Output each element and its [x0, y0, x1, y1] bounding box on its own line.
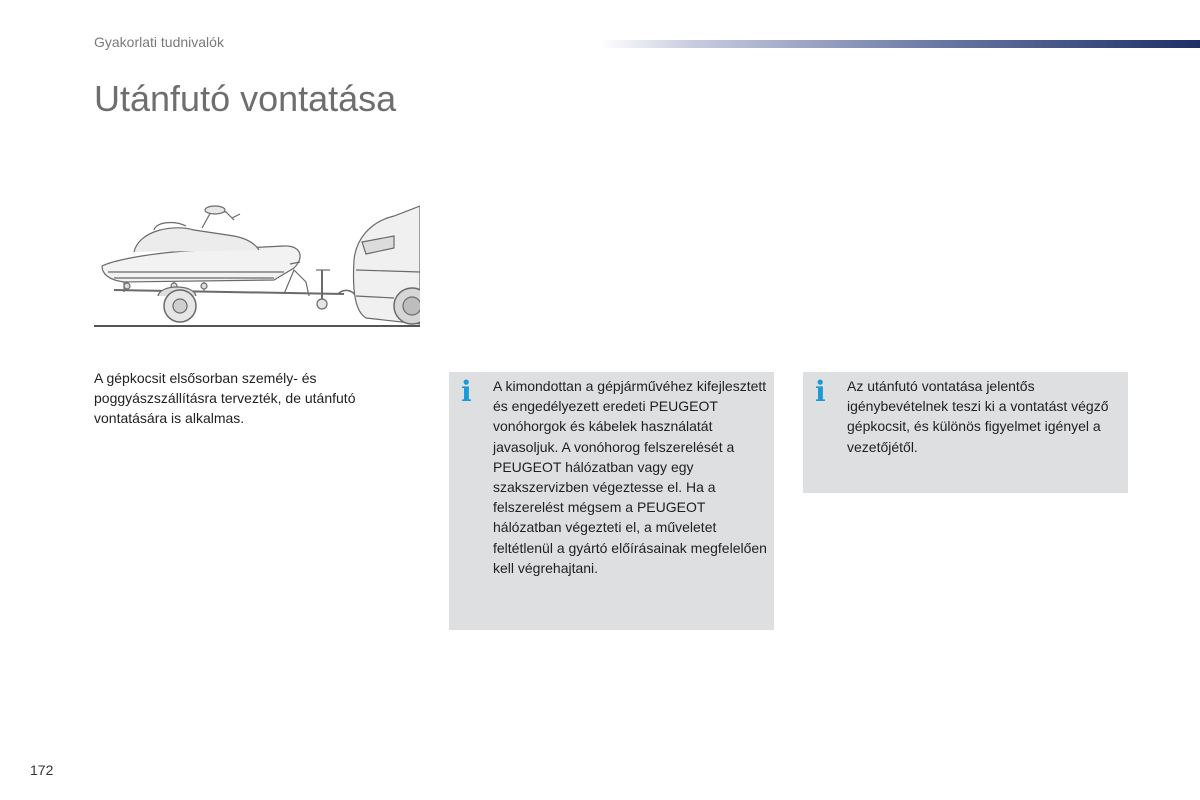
intro-paragraph: A gépkocsit elsősorban személy- és poggyászszállításra tervezték, de utánfutó vontatására is alkalmas.: [94, 370, 356, 426]
header-gradient-bar: [600, 40, 1200, 48]
info-box-text: A kimondottan a gépjárművéhez kifejlesztett és engedélyezett eredeti PEUGEOT vonóhorgok és kábelek használatát javasoljuk. A vonóhorog felszerelését a PEUGEOT hálózatban vagy egy szakszervizben végeztesse el. Ha a felszerelést mégsem a PEUGEOT hálózatban végezteti el, a műveletet feltétlenül a gyártó előírásainak megfelelően kell végrehajtani.: [493, 378, 767, 576]
car-towing-jetski-trailer-illustration: [94, 200, 420, 330]
info-box-towing-strain: [803, 372, 1128, 493]
info-icon: i: [461, 375, 472, 408]
info-icon: i: [815, 375, 826, 408]
section-label: Gyakorlati tudnivalók: [94, 34, 224, 50]
page-title: Utánfutó vontatása: [94, 78, 397, 119]
info-box-text: Az utánfutó vontatása jelentős igénybevételnek teszi ki a vontatást végző gépkocsit, és különös figyelmet igényel a vezetőjétől.: [847, 378, 1109, 455]
info-box-hitch-recommendation: [449, 372, 774, 630]
page-number: 172: [30, 762, 54, 778]
